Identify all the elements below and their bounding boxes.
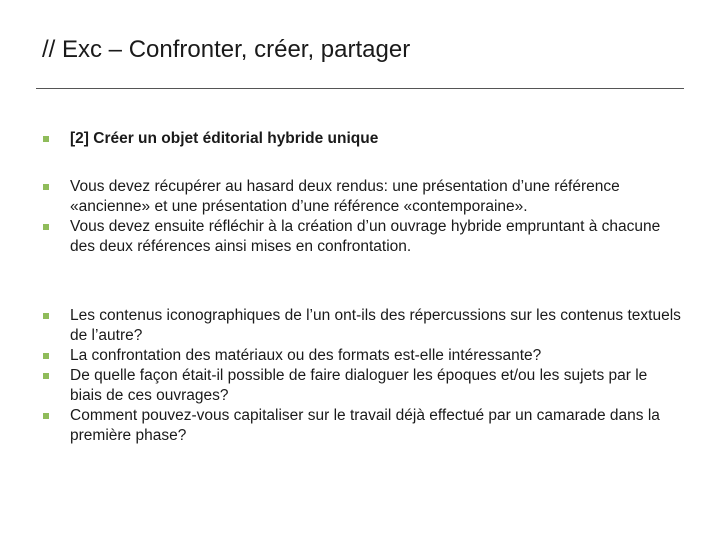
questions-list xyxy=(42,306,682,446)
slide-title: // Exc – Confronter, créer, partager xyxy=(42,36,411,63)
square-bullet-icon xyxy=(43,136,49,142)
square-bullet-icon xyxy=(43,184,49,190)
list-item-text: Vous devez récupérer au hasard deux rendus: une présentation d’une référence «ancienne» et une présentation d’une référence «contemporaine». xyxy=(70,178,620,215)
list-item xyxy=(42,217,682,257)
list-item-heading xyxy=(42,129,682,149)
section-heading: [2] Créer un objet éditorial hybride unique xyxy=(70,130,379,147)
title-divider xyxy=(36,88,684,89)
heading-list xyxy=(42,129,682,149)
list-item-text: Vous devez ensuite réfléchir à la création d’un ouvrage hybride empruntant à chacune des deux références ainsi mises en confrontation. xyxy=(70,218,661,255)
intro-list xyxy=(42,177,682,257)
list-item-text: La confrontation des matériaux ou des formats est-elle intéressante? xyxy=(70,347,542,364)
square-bullet-icon xyxy=(43,413,49,419)
square-bullet-icon xyxy=(43,224,49,230)
list-item-text: Comment pouvez-vous capitaliser sur le travail déjà effectué par un camarade dans la première phase? xyxy=(70,407,660,444)
list-item xyxy=(42,406,682,446)
list-item xyxy=(42,366,682,406)
square-bullet-icon xyxy=(43,353,49,359)
list-item xyxy=(42,346,682,366)
list-item xyxy=(42,306,682,346)
list-item-text: De quelle façon était-il possible de faire dialoguer les époques et/ou les sujets par le biais de ces ouvrages? xyxy=(70,367,648,404)
list-item xyxy=(42,177,682,217)
square-bullet-icon xyxy=(43,373,49,379)
square-bullet-icon xyxy=(43,313,49,319)
list-item-text: Les contenus iconographiques de l’un ont-ils des répercussions sur les contenus textuels de l’autre? xyxy=(70,307,681,344)
